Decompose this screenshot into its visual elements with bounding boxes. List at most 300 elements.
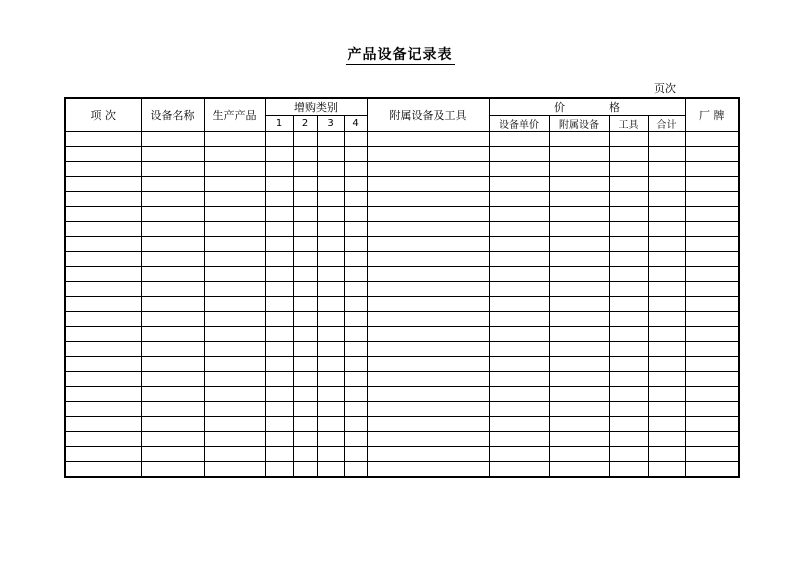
table-cell[interactable] xyxy=(609,342,648,357)
table-cell[interactable] xyxy=(609,312,648,327)
table-cell[interactable] xyxy=(549,222,609,237)
table-cell[interactable] xyxy=(648,252,685,267)
table-cell[interactable] xyxy=(685,372,739,387)
table-cell[interactable] xyxy=(141,222,204,237)
table-cell[interactable] xyxy=(489,237,549,252)
table-cell[interactable] xyxy=(685,357,739,372)
table-cell[interactable] xyxy=(648,312,685,327)
table-cell[interactable] xyxy=(344,192,367,207)
table-cell[interactable] xyxy=(265,387,293,402)
table-cell[interactable] xyxy=(489,222,549,237)
table-cell[interactable] xyxy=(293,267,317,282)
table-cell[interactable] xyxy=(367,387,489,402)
table-cell[interactable] xyxy=(489,162,549,177)
table-cell[interactable] xyxy=(141,462,204,478)
table-cell[interactable] xyxy=(489,192,549,207)
table-cell[interactable] xyxy=(609,417,648,432)
table-cell[interactable] xyxy=(648,177,685,192)
table-cell[interactable] xyxy=(204,387,265,402)
table-cell[interactable] xyxy=(293,132,317,147)
table-cell[interactable] xyxy=(265,192,293,207)
table-cell[interactable] xyxy=(317,357,344,372)
table-cell[interactable] xyxy=(204,162,265,177)
table-cell[interactable] xyxy=(367,312,489,327)
table-cell[interactable] xyxy=(489,132,549,147)
table-cell[interactable] xyxy=(609,327,648,342)
table-cell[interactable] xyxy=(65,147,141,162)
table-cell[interactable] xyxy=(549,387,609,402)
table-cell[interactable] xyxy=(65,207,141,222)
table-cell[interactable] xyxy=(317,147,344,162)
table-cell[interactable] xyxy=(141,417,204,432)
table-cell[interactable] xyxy=(367,222,489,237)
table-cell[interactable] xyxy=(367,402,489,417)
table-cell[interactable] xyxy=(344,162,367,177)
table-cell[interactable] xyxy=(293,387,317,402)
table-cell[interactable] xyxy=(648,147,685,162)
table-cell[interactable] xyxy=(65,192,141,207)
table-cell[interactable] xyxy=(609,252,648,267)
table-cell[interactable] xyxy=(204,252,265,267)
table-cell[interactable] xyxy=(648,342,685,357)
table-cell[interactable] xyxy=(367,417,489,432)
table-cell[interactable] xyxy=(685,387,739,402)
table-cell[interactable] xyxy=(609,372,648,387)
table-cell[interactable] xyxy=(204,402,265,417)
table-cell[interactable] xyxy=(204,372,265,387)
table-cell[interactable] xyxy=(489,267,549,282)
table-cell[interactable] xyxy=(141,312,204,327)
table-cell[interactable] xyxy=(141,432,204,447)
table-cell[interactable] xyxy=(204,267,265,282)
table-cell[interactable] xyxy=(367,252,489,267)
table-cell[interactable] xyxy=(367,237,489,252)
table-cell[interactable] xyxy=(204,462,265,478)
table-cell[interactable] xyxy=(265,327,293,342)
table-cell[interactable] xyxy=(489,297,549,312)
table-cell[interactable] xyxy=(265,252,293,267)
table-cell[interactable] xyxy=(344,132,367,147)
table-cell[interactable] xyxy=(317,432,344,447)
table-cell[interactable] xyxy=(293,312,317,327)
table-cell[interactable] xyxy=(141,267,204,282)
table-cell[interactable] xyxy=(141,387,204,402)
table-cell[interactable] xyxy=(65,327,141,342)
table-cell[interactable] xyxy=(648,402,685,417)
table-cell[interactable] xyxy=(265,297,293,312)
table-cell[interactable] xyxy=(609,207,648,222)
table-cell[interactable] xyxy=(609,162,648,177)
table-cell[interactable] xyxy=(293,207,317,222)
table-cell[interactable] xyxy=(141,207,204,222)
table-cell[interactable] xyxy=(141,282,204,297)
table-cell[interactable] xyxy=(65,432,141,447)
table-cell[interactable] xyxy=(549,177,609,192)
table-cell[interactable] xyxy=(141,342,204,357)
table-cell[interactable] xyxy=(609,357,648,372)
table-cell[interactable] xyxy=(609,132,648,147)
table-cell[interactable] xyxy=(65,387,141,402)
table-cell[interactable] xyxy=(549,147,609,162)
table-cell[interactable] xyxy=(317,297,344,312)
table-cell[interactable] xyxy=(609,222,648,237)
table-cell[interactable] xyxy=(141,402,204,417)
table-cell[interactable] xyxy=(367,282,489,297)
table-cell[interactable] xyxy=(609,237,648,252)
table-cell[interactable] xyxy=(489,147,549,162)
table-cell[interactable] xyxy=(489,462,549,478)
table-cell[interactable] xyxy=(648,357,685,372)
table-cell[interactable] xyxy=(648,447,685,462)
table-cell[interactable] xyxy=(65,372,141,387)
table-cell[interactable] xyxy=(344,252,367,267)
table-cell[interactable] xyxy=(609,177,648,192)
table-cell[interactable] xyxy=(204,222,265,237)
table-cell[interactable] xyxy=(204,417,265,432)
table-cell[interactable] xyxy=(265,267,293,282)
table-cell[interactable] xyxy=(367,147,489,162)
table-cell[interactable] xyxy=(317,207,344,222)
table-cell[interactable] xyxy=(65,447,141,462)
table-cell[interactable] xyxy=(265,282,293,297)
table-cell[interactable] xyxy=(265,357,293,372)
table-cell[interactable] xyxy=(293,297,317,312)
table-cell[interactable] xyxy=(685,327,739,342)
table-cell[interactable] xyxy=(648,207,685,222)
table-cell[interactable] xyxy=(489,282,549,297)
table-cell[interactable] xyxy=(344,207,367,222)
table-cell[interactable] xyxy=(549,447,609,462)
table-cell[interactable] xyxy=(648,267,685,282)
table-cell[interactable] xyxy=(648,432,685,447)
table-cell[interactable] xyxy=(293,252,317,267)
table-cell[interactable] xyxy=(317,237,344,252)
table-cell[interactable] xyxy=(685,192,739,207)
table-cell[interactable] xyxy=(549,132,609,147)
table-cell[interactable] xyxy=(204,237,265,252)
table-cell[interactable] xyxy=(685,177,739,192)
table-cell[interactable] xyxy=(317,417,344,432)
table-cell[interactable] xyxy=(293,222,317,237)
table-cell[interactable] xyxy=(367,267,489,282)
table-cell[interactable] xyxy=(489,177,549,192)
table-cell[interactable] xyxy=(265,447,293,462)
table-cell[interactable] xyxy=(648,192,685,207)
table-cell[interactable] xyxy=(344,342,367,357)
table-cell[interactable] xyxy=(265,342,293,357)
table-cell[interactable] xyxy=(549,312,609,327)
table-cell[interactable] xyxy=(265,207,293,222)
table-cell[interactable] xyxy=(293,177,317,192)
table-cell[interactable] xyxy=(344,327,367,342)
table-cell[interactable] xyxy=(204,207,265,222)
table-cell[interactable] xyxy=(609,267,648,282)
table-cell[interactable] xyxy=(265,402,293,417)
table-cell[interactable] xyxy=(549,372,609,387)
table-cell[interactable] xyxy=(317,162,344,177)
table-cell[interactable] xyxy=(685,252,739,267)
table-cell[interactable] xyxy=(204,447,265,462)
table-cell[interactable] xyxy=(549,357,609,372)
table-cell[interactable] xyxy=(141,147,204,162)
table-cell[interactable] xyxy=(65,222,141,237)
table-cell[interactable] xyxy=(65,342,141,357)
table-cell[interactable] xyxy=(685,402,739,417)
table-cell[interactable] xyxy=(204,282,265,297)
table-cell[interactable] xyxy=(265,162,293,177)
table-cell[interactable] xyxy=(141,447,204,462)
table-cell[interactable] xyxy=(293,282,317,297)
table-cell[interactable] xyxy=(609,402,648,417)
table-cell[interactable] xyxy=(549,252,609,267)
table-cell[interactable] xyxy=(293,342,317,357)
table-cell[interactable] xyxy=(344,402,367,417)
table-cell[interactable] xyxy=(685,282,739,297)
table-cell[interactable] xyxy=(317,312,344,327)
table-cell[interactable] xyxy=(204,177,265,192)
table-cell[interactable] xyxy=(685,132,739,147)
table-cell[interactable] xyxy=(141,327,204,342)
table-cell[interactable] xyxy=(65,252,141,267)
table-cell[interactable] xyxy=(265,147,293,162)
table-cell[interactable] xyxy=(549,237,609,252)
table-cell[interactable] xyxy=(204,357,265,372)
table-cell[interactable] xyxy=(293,462,317,478)
table-cell[interactable] xyxy=(141,252,204,267)
table-cell[interactable] xyxy=(685,432,739,447)
table-cell[interactable] xyxy=(317,267,344,282)
table-cell[interactable] xyxy=(367,432,489,447)
table-cell[interactable] xyxy=(344,147,367,162)
table-cell[interactable] xyxy=(265,432,293,447)
table-cell[interactable] xyxy=(293,417,317,432)
table-cell[interactable] xyxy=(293,447,317,462)
table-cell[interactable] xyxy=(367,342,489,357)
table-cell[interactable] xyxy=(293,432,317,447)
table-cell[interactable] xyxy=(317,282,344,297)
table-cell[interactable] xyxy=(141,372,204,387)
table-cell[interactable] xyxy=(549,207,609,222)
table-cell[interactable] xyxy=(344,282,367,297)
table-cell[interactable] xyxy=(549,297,609,312)
table-cell[interactable] xyxy=(367,372,489,387)
table-cell[interactable] xyxy=(685,147,739,162)
table-cell[interactable] xyxy=(344,357,367,372)
table-cell[interactable] xyxy=(549,327,609,342)
table-cell[interactable] xyxy=(648,372,685,387)
table-cell[interactable] xyxy=(265,372,293,387)
table-cell[interactable] xyxy=(344,387,367,402)
table-cell[interactable] xyxy=(648,327,685,342)
table-cell[interactable] xyxy=(317,387,344,402)
table-cell[interactable] xyxy=(141,177,204,192)
table-cell[interactable] xyxy=(367,162,489,177)
table-cell[interactable] xyxy=(367,177,489,192)
table-cell[interactable] xyxy=(265,417,293,432)
table-cell[interactable] xyxy=(489,312,549,327)
table-cell[interactable] xyxy=(317,222,344,237)
table-cell[interactable] xyxy=(685,447,739,462)
table-cell[interactable] xyxy=(549,342,609,357)
table-cell[interactable] xyxy=(293,192,317,207)
table-cell[interactable] xyxy=(609,147,648,162)
table-cell[interactable] xyxy=(489,327,549,342)
table-cell[interactable] xyxy=(549,402,609,417)
table-cell[interactable] xyxy=(367,207,489,222)
table-cell[interactable] xyxy=(265,222,293,237)
table-cell[interactable] xyxy=(685,342,739,357)
table-cell[interactable] xyxy=(293,147,317,162)
table-cell[interactable] xyxy=(141,132,204,147)
table-cell[interactable] xyxy=(648,462,685,478)
table-cell[interactable] xyxy=(141,192,204,207)
table-cell[interactable] xyxy=(489,342,549,357)
table-cell[interactable] xyxy=(141,237,204,252)
table-cell[interactable] xyxy=(344,312,367,327)
table-cell[interactable] xyxy=(549,417,609,432)
table-cell[interactable] xyxy=(317,462,344,478)
table-cell[interactable] xyxy=(648,297,685,312)
table-cell[interactable] xyxy=(293,357,317,372)
table-cell[interactable] xyxy=(293,402,317,417)
table-cell[interactable] xyxy=(648,132,685,147)
table-cell[interactable] xyxy=(344,222,367,237)
table-cell[interactable] xyxy=(265,132,293,147)
table-cell[interactable] xyxy=(685,222,739,237)
table-cell[interactable] xyxy=(489,387,549,402)
table-cell[interactable] xyxy=(648,417,685,432)
table-cell[interactable] xyxy=(65,162,141,177)
table-cell[interactable] xyxy=(317,132,344,147)
table-cell[interactable] xyxy=(344,297,367,312)
table-cell[interactable] xyxy=(293,372,317,387)
table-cell[interactable] xyxy=(609,282,648,297)
table-cell[interactable] xyxy=(685,297,739,312)
table-cell[interactable] xyxy=(367,132,489,147)
table-cell[interactable] xyxy=(685,207,739,222)
table-cell[interactable] xyxy=(609,297,648,312)
table-cell[interactable] xyxy=(65,402,141,417)
table-cell[interactable] xyxy=(204,432,265,447)
table-cell[interactable] xyxy=(685,312,739,327)
table-cell[interactable] xyxy=(344,462,367,478)
table-cell[interactable] xyxy=(265,237,293,252)
table-cell[interactable] xyxy=(489,207,549,222)
table-cell[interactable] xyxy=(317,252,344,267)
table-cell[interactable] xyxy=(293,237,317,252)
table-cell[interactable] xyxy=(685,462,739,478)
table-cell[interactable] xyxy=(141,297,204,312)
table-cell[interactable] xyxy=(648,387,685,402)
table-cell[interactable] xyxy=(65,132,141,147)
table-cell[interactable] xyxy=(648,222,685,237)
table-row xyxy=(65,372,739,387)
table-cell[interactable] xyxy=(65,297,141,312)
table-cell[interactable] xyxy=(65,312,141,327)
table-cell[interactable] xyxy=(609,387,648,402)
table-cell[interactable] xyxy=(317,327,344,342)
table-cell[interactable] xyxy=(549,192,609,207)
table-cell[interactable] xyxy=(685,237,739,252)
table-cell[interactable] xyxy=(317,372,344,387)
table-cell[interactable] xyxy=(609,192,648,207)
table-cell[interactable] xyxy=(685,267,739,282)
table-cell[interactable] xyxy=(344,417,367,432)
table-cell[interactable] xyxy=(549,267,609,282)
table-cell[interactable] xyxy=(293,327,317,342)
table-cell[interactable] xyxy=(489,252,549,267)
table-cell[interactable] xyxy=(265,177,293,192)
table-cell[interactable] xyxy=(549,462,609,478)
table-cell[interactable] xyxy=(204,147,265,162)
table-cell[interactable] xyxy=(65,282,141,297)
table-cell[interactable] xyxy=(65,267,141,282)
table-cell[interactable] xyxy=(648,282,685,297)
table-cell[interactable] xyxy=(65,357,141,372)
table-cell[interactable] xyxy=(367,357,489,372)
table-cell[interactable] xyxy=(489,357,549,372)
table-cell[interactable] xyxy=(204,192,265,207)
table-cell[interactable] xyxy=(65,237,141,252)
table-cell[interactable] xyxy=(317,177,344,192)
table-cell[interactable] xyxy=(344,177,367,192)
table-cell[interactable] xyxy=(204,297,265,312)
table-cell[interactable] xyxy=(344,447,367,462)
table-cell[interactable] xyxy=(344,372,367,387)
table-cell[interactable] xyxy=(317,192,344,207)
table-cell[interactable] xyxy=(317,402,344,417)
table-cell[interactable] xyxy=(489,432,549,447)
table-cell[interactable] xyxy=(489,402,549,417)
table-cell[interactable] xyxy=(265,462,293,478)
table-cell[interactable] xyxy=(141,357,204,372)
table-cell[interactable] xyxy=(204,132,265,147)
table-cell[interactable] xyxy=(648,237,685,252)
table-cell[interactable] xyxy=(367,447,489,462)
table-cell[interactable] xyxy=(549,282,609,297)
table-cell[interactable] xyxy=(141,162,204,177)
table-cell[interactable] xyxy=(65,462,141,478)
table-cell[interactable] xyxy=(344,267,367,282)
table-cell[interactable] xyxy=(489,447,549,462)
table-cell[interactable] xyxy=(317,447,344,462)
table-cell[interactable] xyxy=(204,342,265,357)
table-cell[interactable] xyxy=(317,342,344,357)
table-cell[interactable] xyxy=(344,237,367,252)
table-cell[interactable] xyxy=(648,162,685,177)
table-cell[interactable] xyxy=(65,177,141,192)
table-cell[interactable] xyxy=(549,432,609,447)
table-cell[interactable] xyxy=(293,162,317,177)
table-cell[interactable] xyxy=(685,417,739,432)
table-cell[interactable] xyxy=(367,327,489,342)
table-cell[interactable] xyxy=(204,327,265,342)
table-cell[interactable] xyxy=(549,162,609,177)
table-cell[interactable] xyxy=(204,312,265,327)
table-cell[interactable] xyxy=(489,372,549,387)
table-cell[interactable] xyxy=(685,162,739,177)
table-cell[interactable] xyxy=(367,297,489,312)
table-cell[interactable] xyxy=(344,432,367,447)
table-cell[interactable] xyxy=(265,312,293,327)
table-cell[interactable] xyxy=(367,462,489,478)
table-cell[interactable] xyxy=(609,462,648,478)
table-cell[interactable] xyxy=(609,432,648,447)
table-cell[interactable] xyxy=(65,417,141,432)
table-cell[interactable] xyxy=(367,192,489,207)
table-cell[interactable] xyxy=(609,447,648,462)
table-cell[interactable] xyxy=(489,417,549,432)
